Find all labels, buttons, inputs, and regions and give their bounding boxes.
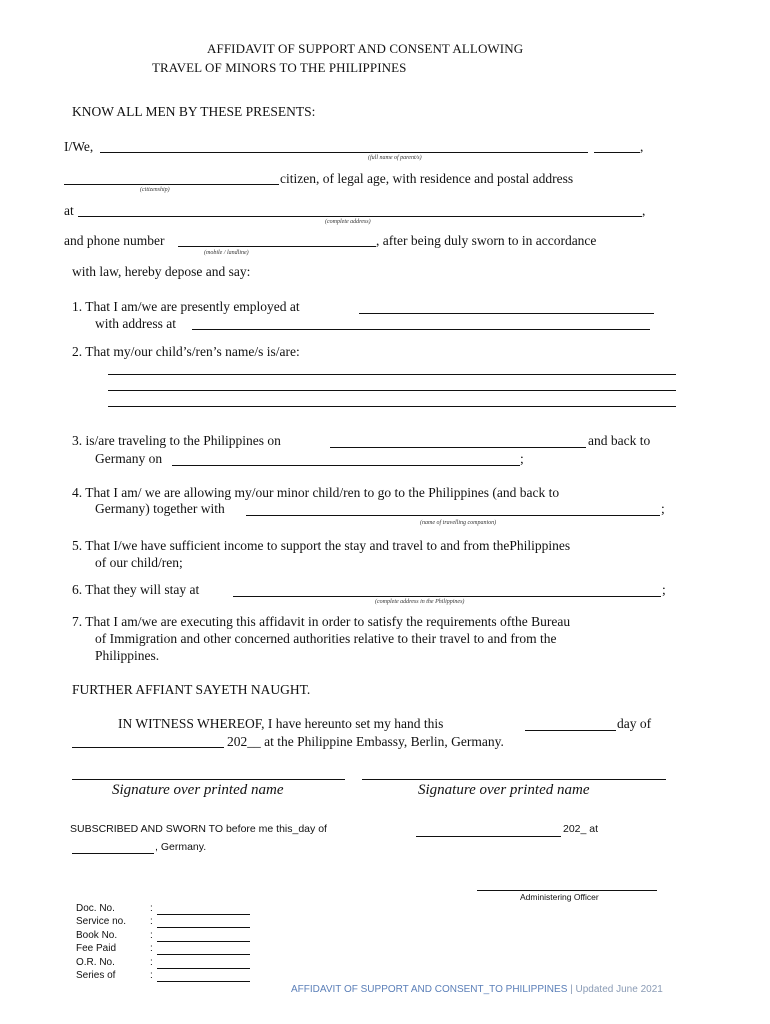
item-4-text: 4. That I am/ we are allowing my/our minor child/ren to go to the Philippines (and back to bbox=[72, 485, 560, 500]
footer-title: AFFIDAVIT OF SUPPORT AND CONSENT_TO PHILIPPINES bbox=[291, 984, 568, 995]
item-3-text: 3. is/are traveling to the Philippines on bbox=[72, 433, 281, 448]
item-5-text: 5. That I/we have sufficient income to support the stay and travel to and from thePhilippines bbox=[72, 538, 571, 553]
doc-field-label: Series of bbox=[76, 970, 116, 981]
citizenship-field[interactable] bbox=[64, 184, 279, 185]
doc-field-colon: : bbox=[150, 956, 153, 968]
footer bbox=[291, 984, 663, 995]
item-1-text: 1. That I am/we are presently employed at bbox=[72, 299, 300, 314]
return-date-field[interactable] bbox=[172, 465, 520, 466]
doc-field-colon: : bbox=[150, 916, 153, 928]
doc-field-colon: : bbox=[150, 970, 153, 981]
title-line-1: AFFIDAVIT OF SUPPORT AND CONSENT ALLOWING bbox=[207, 41, 524, 56]
companion-field[interactable] bbox=[246, 515, 660, 516]
signature-label-2: Signature over printed name bbox=[418, 782, 590, 798]
signature-label-1: Signature over printed name bbox=[112, 782, 284, 798]
fullname-field[interactable] bbox=[100, 152, 588, 153]
item-6-text: 6. That they will stay at bbox=[72, 582, 200, 597]
semicolon-4: ; bbox=[661, 501, 665, 516]
witness-month-field[interactable] bbox=[72, 747, 224, 748]
signature-line-2[interactable] bbox=[362, 779, 666, 780]
doc-field-label: Fee Paid bbox=[76, 943, 117, 955]
phone-hint: (mobile / landline) bbox=[204, 250, 249, 256]
employer-address-field[interactable] bbox=[192, 329, 650, 330]
phone-prefix: and phone number bbox=[64, 233, 165, 248]
comma: , bbox=[640, 139, 644, 154]
item-2-text: 2. That my/our child’s/ren’s name/s is/are: bbox=[72, 344, 300, 359]
citizenship-hint: (citizenship) bbox=[140, 187, 170, 193]
semicolon-3: ; bbox=[520, 451, 524, 466]
employer-field[interactable] bbox=[359, 313, 654, 314]
witness-day-of: day of bbox=[617, 716, 652, 731]
doc-field-label: Service no. bbox=[76, 916, 127, 928]
comma-2: , bbox=[642, 203, 646, 218]
item-1-address-label: with address at bbox=[95, 316, 176, 331]
child-name-field-3[interactable] bbox=[108, 406, 676, 407]
doc-field-input[interactable] bbox=[157, 941, 250, 942]
phone-field[interactable] bbox=[178, 246, 376, 247]
item-5-text-2: of our child/ren; bbox=[95, 555, 183, 570]
witness-text: IN WITNESS WHEREOF, I have hereunto set my hand this bbox=[118, 716, 444, 731]
witness-day-field[interactable] bbox=[525, 730, 616, 731]
naught-text: FURTHER AFFIANT SAYETH NAUGHT. bbox=[72, 682, 311, 697]
sworn-year: 202_ at bbox=[563, 823, 599, 835]
doc-field-colon: : bbox=[150, 929, 153, 941]
child-name-field-2[interactable] bbox=[108, 390, 676, 391]
doc-field-label: Doc. No. bbox=[76, 903, 115, 914]
at-label: at bbox=[64, 203, 74, 218]
officer-signature-line[interactable] bbox=[477, 890, 657, 891]
stay-address-field[interactable] bbox=[233, 596, 661, 597]
officer-label: Administering Officer bbox=[520, 892, 599, 902]
title-line-2: TRAVEL OF MINORS TO THE PHILIPPINES bbox=[152, 60, 407, 75]
footer-separator: | bbox=[567, 984, 576, 995]
doc-field-input[interactable] bbox=[157, 927, 250, 928]
sworn-city-field[interactable] bbox=[72, 853, 154, 854]
address-field[interactable] bbox=[78, 216, 642, 217]
citizen-text: citizen, of legal age, with residence and postal address bbox=[280, 171, 574, 186]
doc-field-input[interactable] bbox=[157, 981, 250, 982]
iwe-label: I/We, bbox=[64, 139, 94, 154]
companion-hint: (name of travelling companion) bbox=[420, 520, 497, 526]
item-3-germany: Germany on bbox=[95, 451, 163, 466]
doc-field-input[interactable] bbox=[157, 914, 250, 915]
sworn-text: SUBSCRIBED AND SWORN TO before me this_day of bbox=[70, 823, 327, 835]
item-7-text-3: Philippines. bbox=[95, 648, 160, 663]
doc-field-label: O.R. No. bbox=[76, 956, 115, 968]
doc-field-label: Book No. bbox=[76, 929, 118, 941]
sworn-month-field[interactable] bbox=[416, 836, 561, 837]
doc-field-colon: : bbox=[150, 903, 153, 914]
item-7-text-2: of Immigration and other concerned authorities relative to their travel to and from the bbox=[95, 631, 557, 646]
law-text: with law, hereby depose and say: bbox=[72, 264, 251, 279]
witness-text-2: 202__ at the Philippine Embassy, Berlin, Germany. bbox=[227, 734, 504, 749]
doc-field-input[interactable] bbox=[157, 968, 250, 969]
travel-date-field[interactable] bbox=[330, 447, 586, 448]
item-3-and-back: and back to bbox=[588, 433, 651, 448]
fullname-field-2[interactable] bbox=[594, 152, 640, 153]
signature-line-1[interactable] bbox=[72, 779, 345, 780]
intro-text: KNOW ALL MEN BY THESE PRESENTS: bbox=[72, 104, 316, 119]
doc-field-input[interactable] bbox=[157, 954, 250, 955]
item-4-together: Germany) together with bbox=[95, 501, 225, 516]
doc-field-colon: : bbox=[150, 943, 153, 955]
child-name-field-1[interactable] bbox=[108, 374, 676, 375]
phone-suffix: , after being duly sworn to in accordance bbox=[376, 233, 597, 248]
semicolon-6: ; bbox=[662, 582, 666, 597]
stay-hint: (complete address in the Philippines) bbox=[375, 599, 465, 605]
footer-updated: Updated June 2021 bbox=[575, 984, 663, 995]
item-7-text: 7. That I am/we are executing this affidavit in order to satisfy the requirements ofthe Bureau bbox=[72, 614, 571, 629]
address-hint: (complete address) bbox=[325, 219, 371, 225]
sworn-germany: , Germany. bbox=[155, 841, 207, 853]
fullname-hint: (full name of parent/s) bbox=[368, 155, 422, 161]
